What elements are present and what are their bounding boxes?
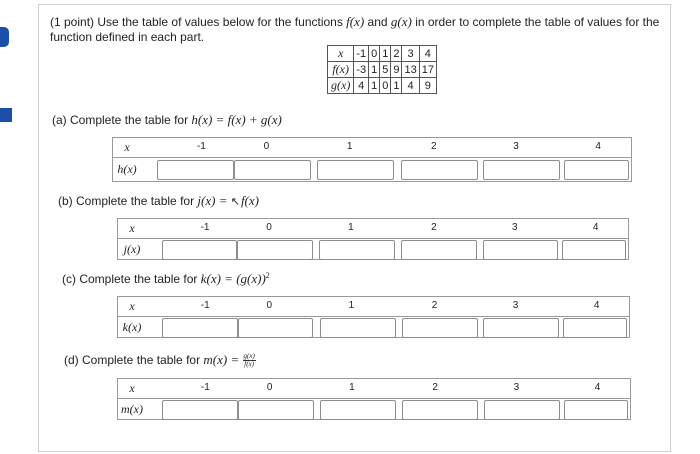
part-a-label [52, 112, 282, 128]
part-c-exponent: 2 [265, 271, 270, 280]
x-value: 2 [431, 300, 438, 311]
x-value: -1 [200, 382, 210, 393]
answer-input-b-4[interactable] [401, 240, 477, 260]
answer-table-c [117, 296, 630, 338]
answer-input-a-3[interactable] [317, 160, 394, 180]
answer-input-d-2[interactable] [238, 400, 314, 420]
x-value: 1 [348, 222, 354, 233]
problem-text-end: in order to complete the table of values for the function defined in each part. [50, 15, 660, 44]
x-value: -1 [200, 300, 210, 311]
answer-input-b-3[interactable] [319, 240, 395, 260]
mouse-cursor-icon: ↖ [230, 196, 240, 208]
given-cell: 4 [354, 78, 369, 94]
answer-input-c-4[interactable] [402, 318, 478, 338]
answer-input-a-1[interactable] [157, 160, 234, 180]
answer-input-c-6[interactable] [563, 318, 627, 338]
answer-input-d-3[interactable] [320, 400, 396, 420]
given-cell: 0 [380, 78, 391, 94]
part-c-label [62, 271, 270, 287]
x-value: 0 [263, 141, 270, 152]
given-cell: 1 [369, 78, 380, 94]
given-cell: -1 [354, 46, 369, 62]
answer-input-d-6[interactable] [564, 400, 628, 420]
x-value: 4 [592, 222, 599, 233]
part-b-formula-tail: f(x) [240, 193, 259, 208]
x-row [118, 379, 630, 399]
given-row-header: g(x) [328, 78, 354, 94]
x-value: 0 [266, 222, 272, 233]
given-cell: 3 [402, 46, 419, 62]
given-cell: 0 [369, 46, 380, 62]
x-value: 2 [432, 382, 438, 393]
x-row-label: x [129, 381, 135, 395]
left-accent-mark-top [0, 27, 9, 47]
x-value: 3 [513, 382, 520, 393]
x-value: 2 [431, 222, 437, 233]
part-d-formula: m(x) = [203, 352, 243, 367]
fraction-numerator: g(x) [243, 352, 255, 361]
given-cell: 4 [419, 46, 436, 62]
given-row-header: x [328, 46, 354, 62]
given-row-header: f(x) [328, 62, 354, 78]
given-cell: 17 [419, 62, 436, 78]
answer-input-c-5[interactable] [483, 318, 559, 338]
x-value: -1 [200, 222, 210, 233]
answer-input-a-2[interactable] [234, 160, 311, 180]
answer-input-b-1[interactable] [162, 240, 238, 260]
answer-input-d-4[interactable] [402, 400, 478, 420]
x-value: 3 [512, 222, 518, 233]
fraction-denominator: f(x) [244, 360, 254, 369]
part-d-label [64, 352, 256, 368]
x-row-label: x [129, 299, 135, 313]
x-value: 0 [266, 382, 273, 393]
x-value: 1 [348, 300, 355, 311]
answer-input-a-4[interactable] [401, 160, 478, 180]
x-value: 4 [594, 382, 601, 393]
answer-input-d-1[interactable] [162, 400, 238, 420]
given-cell: 1 [369, 62, 380, 78]
answer-input-c-3[interactable] [320, 318, 396, 338]
part-b-prefix: (b) Complete the table for [58, 194, 198, 208]
x-row-label: x [129, 221, 135, 235]
part-a-formula: h(x) = f(x) + g(x) [191, 112, 282, 127]
g-of-x: g(x) [390, 14, 412, 29]
x-value: 3 [513, 141, 519, 152]
answer-input-a-5[interactable] [483, 160, 560, 180]
x-value: 4 [595, 141, 601, 152]
part-a-prefix: (a) Complete the table for [52, 113, 192, 127]
given-cell: 9 [391, 62, 402, 78]
given-cell: 13 [402, 62, 419, 78]
x-row [118, 219, 628, 239]
given-cell: 1 [391, 78, 402, 94]
part-c-formula: k(x) = (g(x)) [200, 271, 266, 286]
problem-text-and: and [364, 15, 391, 29]
answer-input-b-2[interactable] [237, 240, 313, 260]
x-value: 3 [512, 300, 519, 311]
answer-table-d [117, 378, 631, 420]
function-row-label: m(x) [121, 401, 143, 416]
answer-input-b-6[interactable] [562, 240, 626, 260]
part-d-fraction [243, 353, 256, 368]
answer-input-c-2[interactable] [238, 318, 314, 338]
x-value: 1 [349, 382, 355, 393]
answer-table-a [112, 137, 632, 182]
part-b-formula: j(x) = [197, 193, 231, 208]
answer-input-a-6[interactable] [564, 160, 629, 180]
given-cell: 5 [380, 62, 391, 78]
x-value: 4 [593, 300, 600, 311]
answer-input-d-5[interactable] [484, 400, 560, 420]
answer-table-b [117, 218, 629, 260]
function-row-label: h(x) [117, 162, 137, 176]
problem-text-start: (1 point) Use the table of values below for the functions [50, 15, 347, 29]
given-row-g [328, 78, 437, 94]
given-cell: -3 [354, 62, 369, 78]
left-accent-mark-middle [0, 108, 12, 122]
x-value: 0 [266, 300, 273, 311]
function-row-label: k(x) [122, 319, 142, 334]
x-row-label: x [124, 140, 130, 154]
given-cell: 9 [419, 78, 436, 94]
problem-statement [50, 14, 670, 45]
given-cell: 4 [402, 78, 419, 94]
x-value: 2 [431, 141, 437, 152]
answer-input-b-5[interactable] [483, 240, 559, 260]
x-row [113, 138, 631, 158]
part-d-prefix: (d) Complete the table for [64, 353, 204, 367]
given-row-x [328, 46, 437, 62]
given-row-f [328, 62, 437, 78]
x-row [118, 297, 629, 317]
given-cell: 1 [380, 46, 391, 62]
part-c-prefix: (c) Complete the table for [62, 272, 201, 286]
x-value: -1 [196, 141, 206, 152]
f-of-x: f(x) [346, 14, 365, 29]
x-value: 1 [346, 141, 353, 152]
given-cell: 2 [391, 46, 402, 62]
given-values-table [327, 45, 437, 94]
function-row-label: j(x) [123, 241, 141, 256]
part-b-label [58, 193, 259, 209]
answer-input-c-1[interactable] [162, 318, 238, 338]
